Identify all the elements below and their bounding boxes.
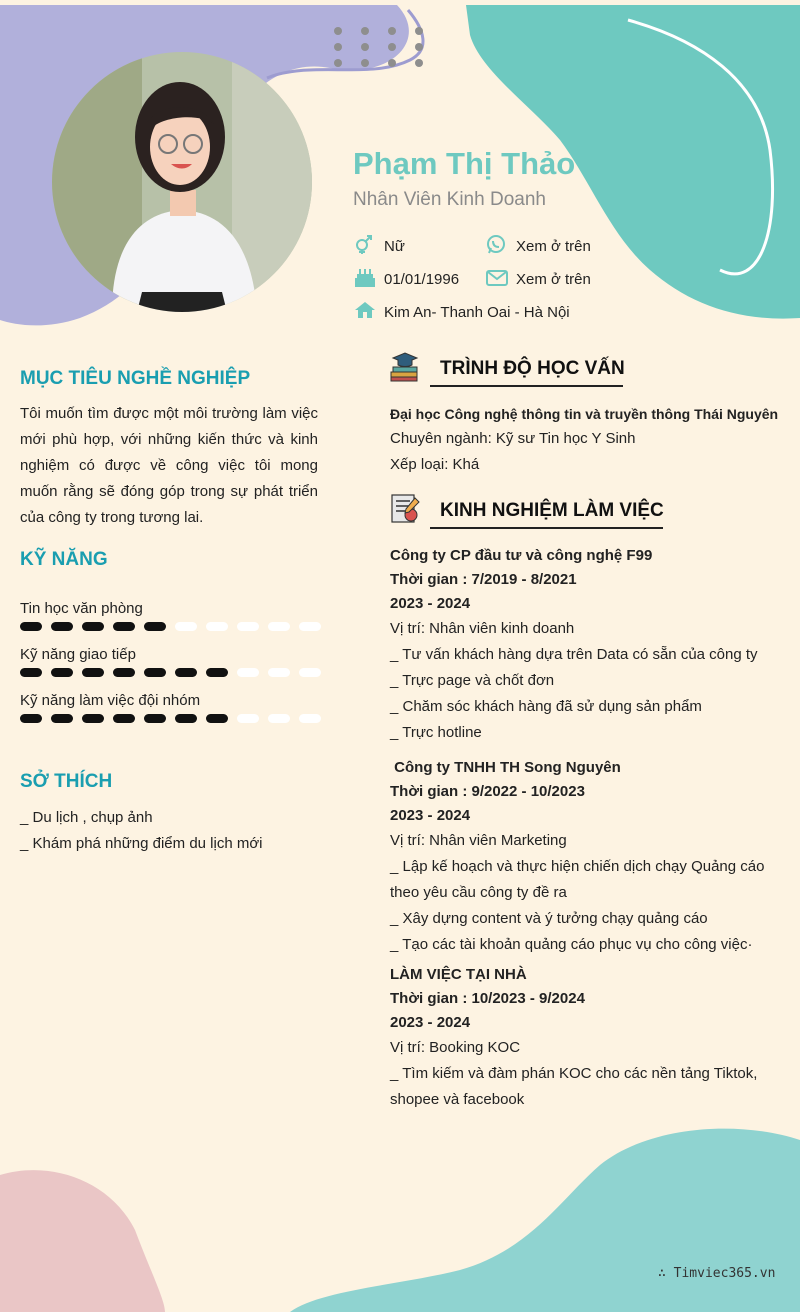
job-years: 2023 - 2024 [390,1014,471,1031]
skill-dot-filled [144,622,166,631]
job-company: LÀM VIỆC TẠI NHÀ [390,966,527,983]
graduation-books-icon [389,350,421,382]
home-icon [354,301,376,319]
skill-dot-filled [20,622,42,631]
objective-text [20,401,318,531]
skills-title: KỸ NĂNG [20,549,108,570]
job-title: Nhân Viên Kinh Doanh [353,189,546,210]
skill-dot-empty [268,714,290,723]
skill-dot-empty [299,714,321,723]
job-task: _ Tìm kiếm và đàm phán KOC cho các nền tảng Tiktok, [390,1065,758,1082]
phone-value: Xem ở trên [516,238,591,255]
job-task: _ Trực hotline [390,724,482,741]
birthday-cake-icon [354,268,376,288]
job-position: Vị trí: Booking KOC [390,1039,521,1056]
job-task: _ Xây dựng content và ý tưởng chạy quảng cáo [390,910,708,927]
whatsapp-icon [486,234,506,254]
job-company: Công ty TNHH TH Song Nguyên [390,759,621,776]
objective-line: muốn rằng sẽ đóng góp trong sự phát triển [20,483,318,500]
job-company: Công ty CP đầu tư và công nghệ F99 [390,547,653,564]
job-task: theo yêu cầu công ty đề ra [390,884,567,901]
skill-dot-filled [51,668,73,677]
email-icon [486,269,508,287]
skill-dot-filled [51,622,73,631]
job-years: 2023 - 2024 [390,807,471,824]
objective-line: của công ty trong tương lai. [20,509,204,526]
skill-label: Kỹ năng làm việc đội nhóm [20,692,201,709]
skill-dot-empty [268,622,290,631]
hobby-item: _ Khám phá những điểm du lịch mới [20,835,263,852]
education-title: TRÌNH ĐỘ HỌC VẤN [440,358,625,379]
gender-value: Nữ [384,238,405,255]
education-grade: Xếp loại: Khá [390,456,480,473]
job-period: Thời gian : 10/2023 - 9/2024 [390,990,585,1007]
job-task: _ Lập kế hoạch và thực hiện chiến dịch chạy Quảng cáo [390,858,765,875]
skill-dot-empty [268,668,290,677]
job-position: Vị trí: Nhân viên Marketing [390,832,567,849]
skill-dot-filled [175,668,197,677]
skill-dot-filled [82,622,104,631]
hobbies-list [20,805,263,857]
experience-underline [430,527,663,529]
birthday-value: 01/01/1996 [384,271,460,288]
skill-label: Kỹ năng giao tiếp [20,646,136,663]
skill-dot-empty [299,668,321,677]
objective-title: MỤC TIÊU NGHỀ NGHIỆP [20,368,251,389]
skill-dot-empty [237,668,259,677]
address-value: Kim An- Thanh Oai - Hà Nội [384,304,570,321]
education-major: Chuyên ngành: Kỹ sư Tin học Y Sinh [390,430,636,447]
job-period: Thời gian : 9/2022 - 10/2023 [390,783,585,800]
job-task: _ Chăm sóc khách hàng đã sử dụng sản phẩm [390,698,702,715]
objective-line: nghiệm có được về công việc tôi mong [20,457,318,474]
job-period: Thời gian : 7/2019 - 8/2021 [390,571,577,588]
skill-dot-empty [175,622,197,631]
job-task: shopee và facebook [390,1091,525,1108]
hobby-item: _ Du lịch , chụp ảnh [20,809,153,826]
candidate-name: Phạm Thị Thảo [353,146,576,181]
skill-dot-filled [144,668,166,677]
job-task: _ Tạo các tài khoản quảng cáo phục vụ cho công việc· [390,936,753,953]
job-task: _ Trực page và chốt đơn [390,672,555,689]
skill-dot-filled [144,714,166,723]
skill-dot-filled [20,668,42,677]
skill-dot-empty [206,622,228,631]
skill-rating [20,668,321,678]
profile-photo [52,52,312,312]
skill-rating [20,622,321,632]
skill-dot-filled [206,714,228,723]
skill-rating [20,714,321,724]
skill-label: Tin học văn phòng [20,600,143,617]
education-underline [430,385,623,387]
job-position: Vị trí: Nhân viên kinh doanh [390,620,575,637]
skill-dot-filled [206,668,228,677]
gender-icon [354,235,374,255]
skill-dot-filled [20,714,42,723]
skill-dot-empty [299,622,321,631]
skill-dot-filled [82,714,104,723]
skill-dot-filled [82,668,104,677]
skill-dot-filled [175,714,197,723]
skill-dot-empty [237,622,259,631]
skill-dot-filled [113,668,135,677]
skill-dot-filled [113,714,135,723]
objective-line: mới phù hợp, với những kiến thức và kinh [20,431,318,448]
skill-dot-filled [51,714,73,723]
email-value: Xem ở trên [516,271,591,288]
job-years: 2023 - 2024 [390,595,471,612]
objective-line: Tôi muốn tìm được một môi trường làm việc [20,405,318,422]
job-task: _ Tư vấn khách hàng dựa trên Data có sẵn của công ty [390,646,758,663]
hobbies-title: SỞ THÍCH [20,771,113,792]
skill-dot-empty [237,714,259,723]
experience-document-icon [389,492,421,524]
education-school: Đại học Công nghệ thông tin và truyền thông Thái Nguyên [390,406,779,422]
watermark: ∴ Timviec365.vn [658,1266,776,1281]
skill-dot-filled [113,622,135,631]
experience-title: KINH NGHIỆM LÀM VIỆC [440,500,664,521]
